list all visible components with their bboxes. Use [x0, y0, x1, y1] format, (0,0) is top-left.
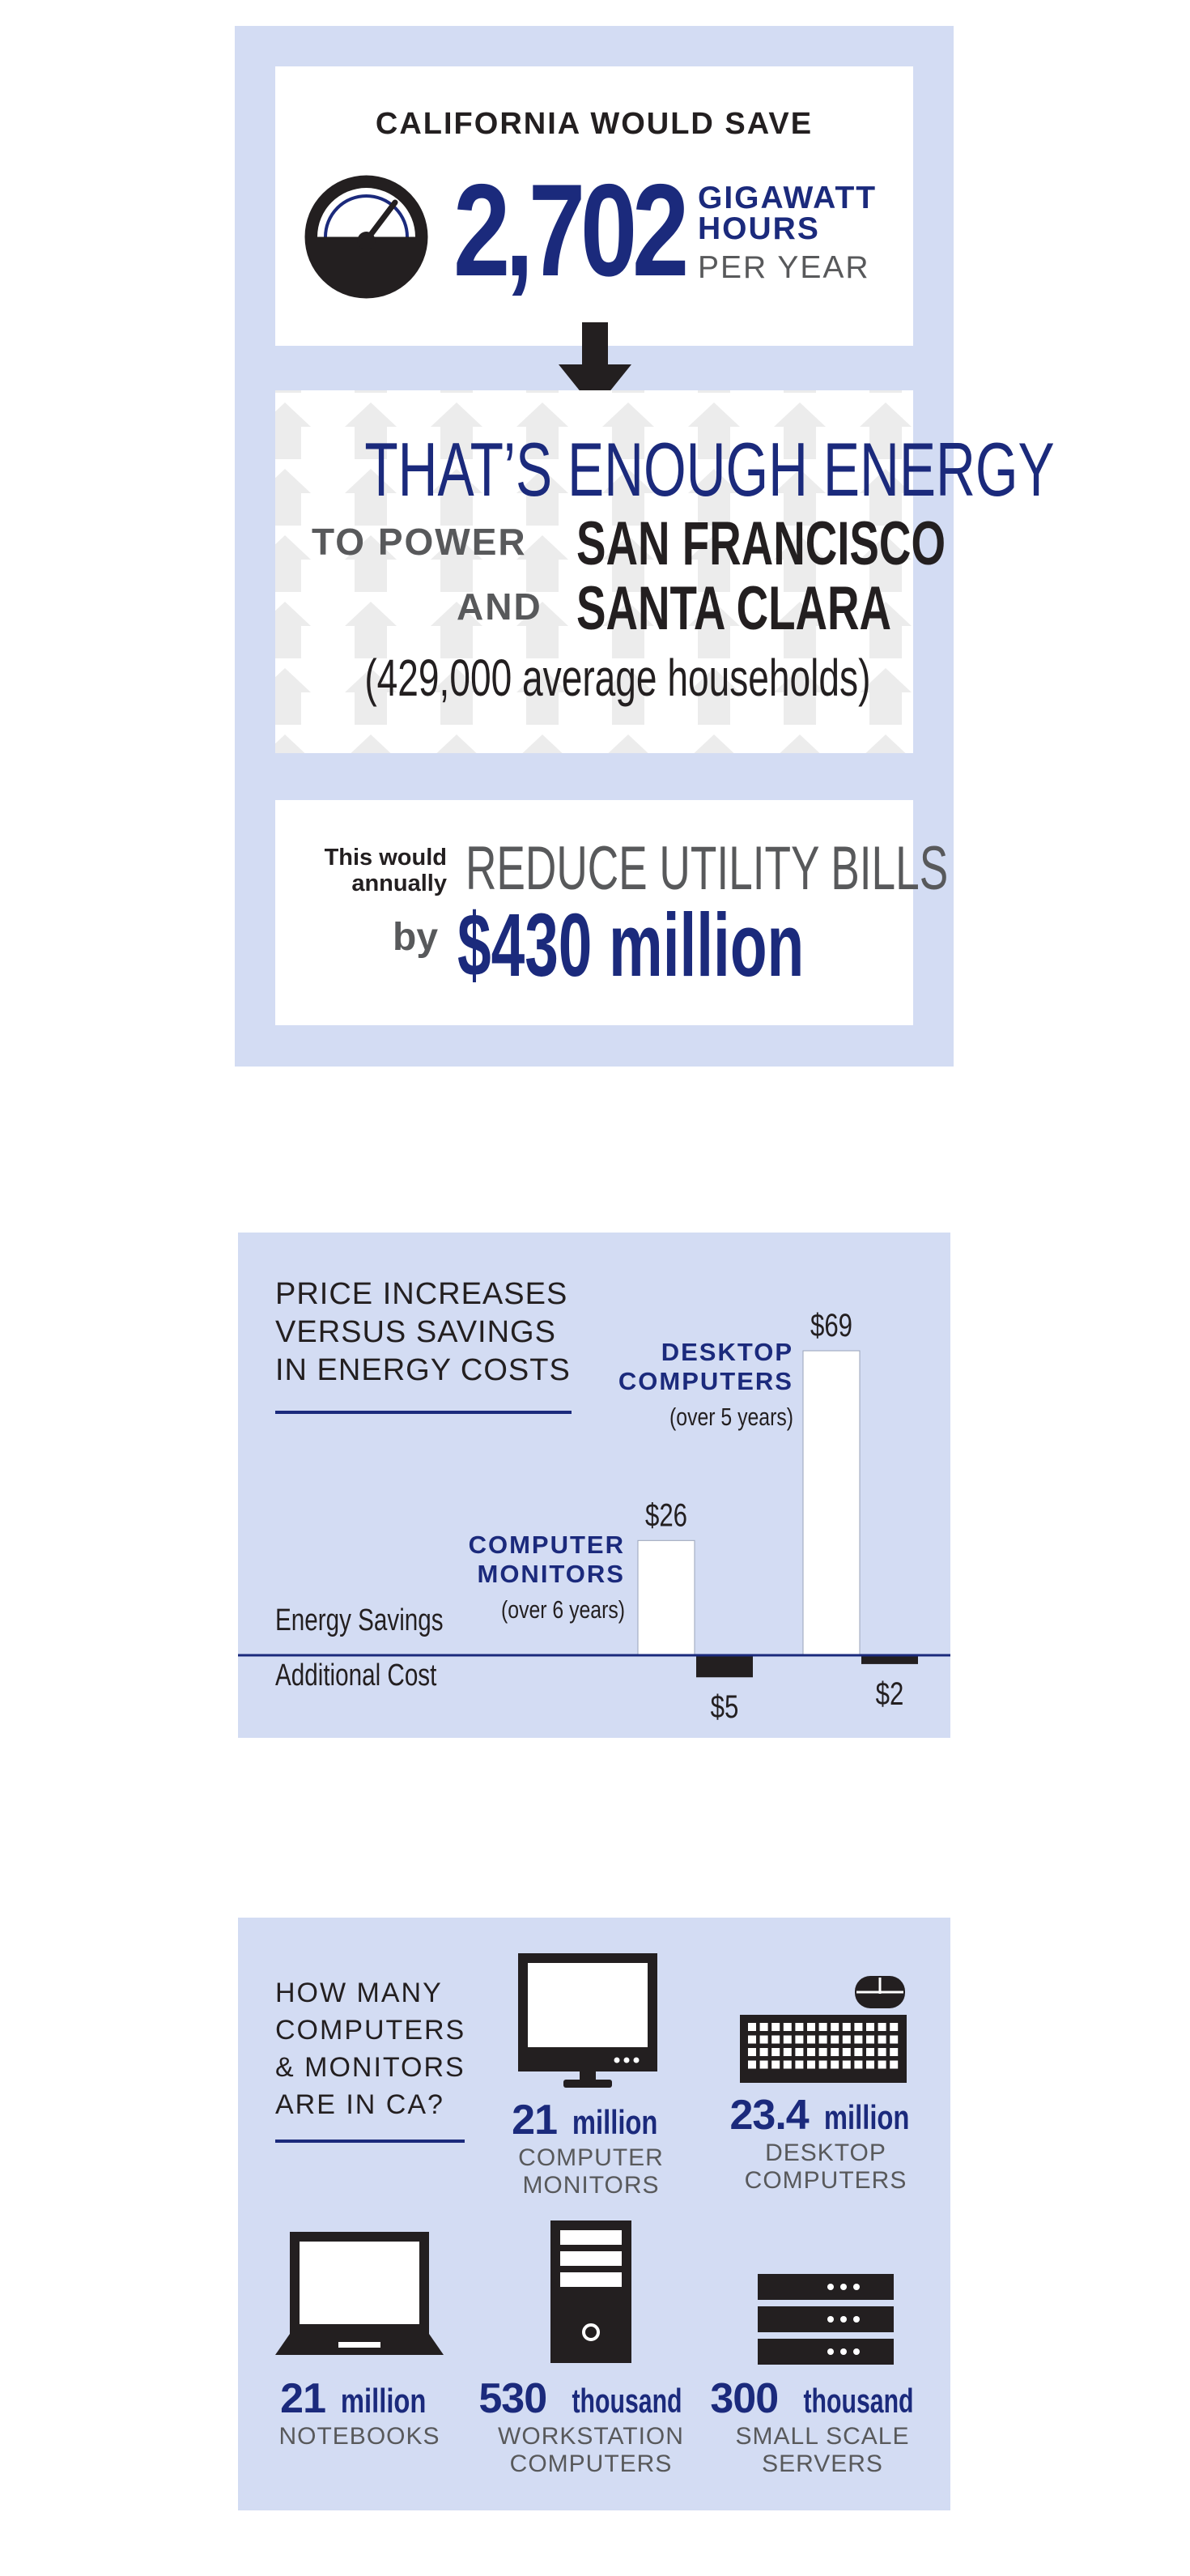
stat-unit: thousand — [572, 2382, 682, 2420]
monitors-period: (over 6 years) — [501, 1595, 625, 1624]
stat-label-line1: DESKTOP — [765, 2140, 886, 2166]
keyboard-key — [795, 2048, 803, 2056]
energy-savings-axis-label: Energy Savings — [275, 1603, 444, 1637]
price-savings-bar-chart — [238, 1233, 950, 1738]
tower-icon — [550, 2220, 631, 2363]
keyboard-key — [890, 2048, 898, 2056]
monitors-category-line2: MONITORS — [477, 1560, 625, 1588]
reduce-small-line2: annually — [351, 871, 447, 896]
cost-bar — [696, 1655, 753, 1677]
keyboard-key — [843, 2023, 851, 2031]
keyboard-key — [843, 2036, 851, 2044]
keyboard-key — [760, 2061, 768, 2069]
unit-per-year: PER YEAR — [698, 250, 870, 285]
savings-value-label: $69 — [810, 1307, 853, 1343]
energy-equivalent-card — [275, 390, 1055, 753]
keyboard-key — [807, 2023, 815, 2031]
counts-title-line3: & MONITORS — [275, 2052, 465, 2083]
keyboard-key — [760, 2023, 768, 2031]
keyboard-key — [795, 2036, 803, 2044]
keyboard-key — [843, 2048, 851, 2056]
keyboard-key — [807, 2036, 815, 2044]
savings-card — [275, 66, 913, 346]
gigawatt-number: 2,702 — [453, 157, 685, 304]
cost-value-label: $5 — [710, 1688, 739, 1726]
stat-label-line2: COMPUTERS — [744, 2167, 907, 2194]
utility-bills-card — [275, 800, 949, 1025]
headline: CALIFORNIA WOULD SAVE — [375, 107, 814, 141]
and-text: AND — [457, 585, 542, 628]
chart-title-line3: IN ENERGY COSTS — [275, 1353, 571, 1387]
energy-title: THAT’S ENOUGH ENERGY — [364, 427, 1055, 512]
stat-monitors — [486, 2096, 696, 2199]
keyboard-key — [760, 2036, 768, 2044]
keyboard-key — [831, 2023, 839, 2031]
keyboard-key — [748, 2061, 756, 2069]
keyboard-key — [807, 2048, 815, 2056]
stat-unit: million — [341, 2382, 427, 2420]
stat-number: 300 — [710, 2375, 779, 2422]
stat-unit: million — [824, 2098, 910, 2136]
stat-workstations — [478, 2374, 704, 2478]
stat-label-line2: COMPUTERS — [509, 2450, 673, 2477]
counts-title-line1: HOW MANY — [275, 1978, 443, 2008]
stat-label-line1: WORKSTATION — [498, 2423, 684, 2450]
counts-title-line2: COMPUTERS — [275, 2015, 466, 2046]
keyboard-key — [831, 2061, 839, 2069]
stat-label-line1: COMPUTER — [518, 2144, 664, 2171]
keyboard-key — [866, 2048, 874, 2056]
keyboard-key — [866, 2023, 874, 2031]
stat-label-line2: SERVERS — [762, 2450, 883, 2477]
by-text: by — [393, 916, 439, 959]
stat-unit: million — [572, 2103, 658, 2141]
keyboard-key — [784, 2023, 792, 2031]
keyboard-key — [771, 2036, 780, 2044]
city-san-francisco: SAN FRANCISCO — [576, 509, 946, 578]
keyboard-key — [878, 2036, 886, 2044]
keyboard-key — [890, 2036, 898, 2044]
keyboard-key — [784, 2048, 792, 2056]
savings-value-label: $26 — [644, 1497, 688, 1534]
chart-title-line2: VERSUS SAVINGS — [275, 1315, 556, 1349]
unit-gigawatt: GIGAWATT — [698, 181, 878, 215]
keyboard-key — [748, 2023, 756, 2031]
keyboard-key — [831, 2048, 839, 2056]
keyboard-key — [819, 2061, 827, 2069]
stat-label-line1: NOTEBOOKS — [278, 2423, 440, 2450]
keyboard-key — [784, 2036, 792, 2044]
desktops-category-line2: COMPUTERS — [618, 1367, 793, 1395]
reduce-small-line1: This would — [324, 845, 447, 871]
keyboard-key — [771, 2048, 780, 2056]
additional-cost-axis-label: Additional Cost — [275, 1658, 437, 1692]
monitors-category-line1: COMPUTER — [468, 1531, 625, 1559]
keyboard-key — [878, 2061, 886, 2069]
gauge-icon — [304, 174, 429, 300]
desktops-period: (over 5 years) — [669, 1403, 793, 1431]
savings-bar — [638, 1540, 695, 1655]
keyboard-key — [819, 2036, 827, 2044]
keyboard-key — [890, 2023, 898, 2031]
keyboard-key — [878, 2048, 886, 2056]
keyboard-key — [866, 2061, 874, 2069]
chart-title-line1: PRICE INCREASES — [275, 1277, 568, 1311]
monitor-icon — [518, 1953, 657, 2088]
keyboard-key — [866, 2036, 874, 2044]
counts-title-line4: ARE IN CA? — [275, 2089, 444, 2120]
keyboard-key — [771, 2061, 780, 2069]
stat-notebooks — [251, 2374, 468, 2450]
desktops-category-line1: DESKTOP — [661, 1338, 793, 1366]
stat-label-line2: MONITORS — [522, 2172, 660, 2199]
savings-bar — [803, 1351, 860, 1655]
cost-bar — [861, 1655, 918, 1664]
keyboard-key — [795, 2023, 803, 2031]
stat-number: 23.4 — [729, 2092, 809, 2139]
reduce-utility-bills: REDUCE UTILITY BILLS — [465, 834, 949, 903]
keyboard-key — [807, 2061, 815, 2069]
keyboard-key — [795, 2061, 803, 2069]
keyboard-key — [831, 2036, 839, 2044]
stat-desktops — [712, 2091, 939, 2195]
keyboard-key — [784, 2061, 792, 2069]
counts-title-underline — [275, 2140, 465, 2143]
stat-number: 530 — [478, 2375, 547, 2422]
unit-hours: HOURS — [698, 211, 820, 246]
keyboard-key — [854, 2023, 862, 2031]
keyboard-key — [819, 2048, 827, 2056]
keyboard-key — [854, 2061, 862, 2069]
server-rack-icon — [758, 2274, 894, 2366]
stat-number: 21 — [280, 2375, 326, 2422]
keyboard-key — [854, 2036, 862, 2044]
cost-value-label: $2 — [875, 1675, 904, 1712]
stat-unit: thousand — [803, 2382, 914, 2420]
keyboard-key — [843, 2061, 851, 2069]
keyboard-key — [771, 2023, 780, 2031]
bill-savings-amount: $430 million — [457, 896, 805, 995]
keyboard-mouse-icon — [740, 1976, 907, 2083]
laptop-icon — [275, 2232, 444, 2361]
keyboard-key — [760, 2048, 768, 2056]
keyboard-key — [748, 2048, 756, 2056]
stat-label-line1: SMALL SCALE — [735, 2423, 910, 2450]
keyboard-key — [854, 2048, 862, 2056]
keyboard-key — [819, 2023, 827, 2031]
keyboard-key — [748, 2036, 756, 2044]
keyboard-key — [878, 2023, 886, 2031]
to-power-text: TO POWER — [312, 521, 527, 563]
households-text: (429,000 average households) — [364, 649, 871, 707]
stat-servers — [709, 2374, 936, 2478]
stat-number: 21 — [512, 2097, 558, 2144]
keyboard-key — [890, 2061, 898, 2069]
city-santa-clara: SANTA CLARA — [576, 574, 892, 643]
